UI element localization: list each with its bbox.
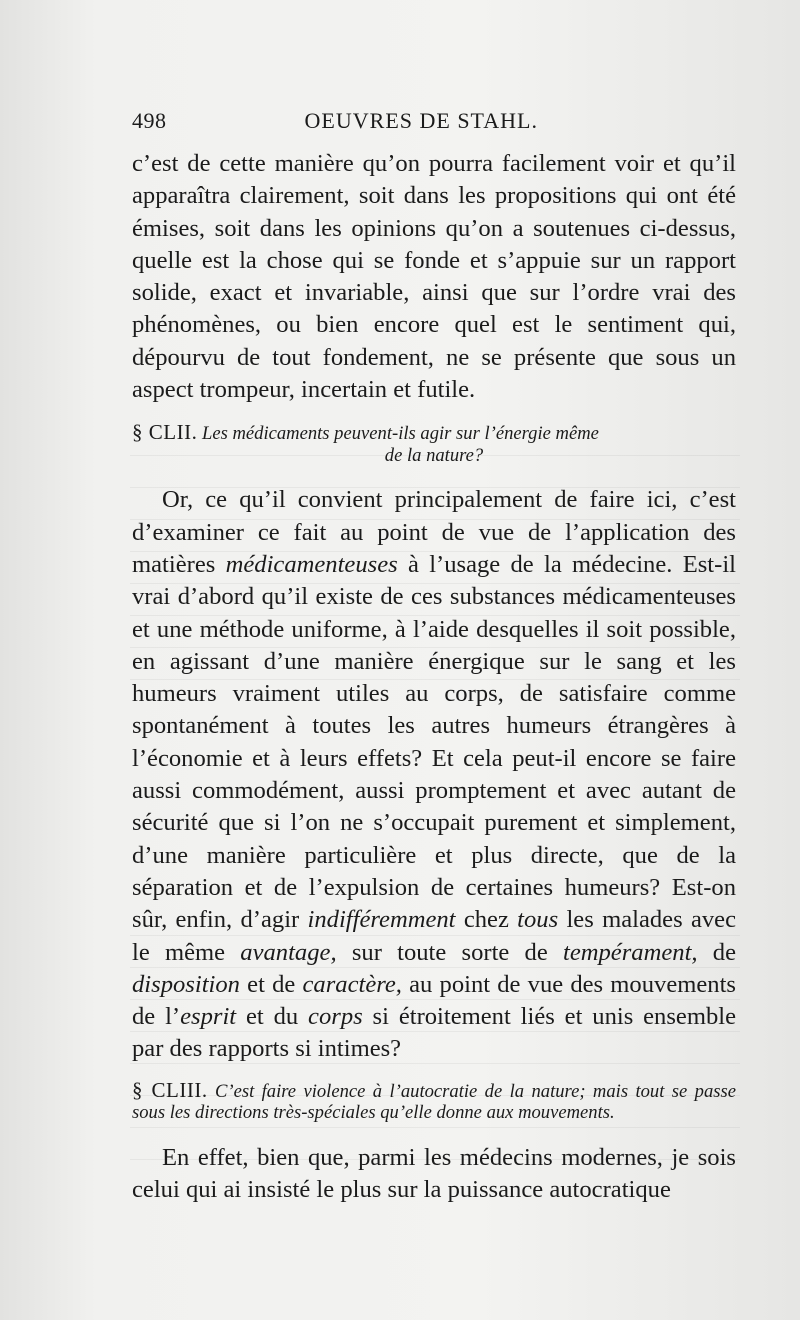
section-title-text: C’est faire violence à l’autocratie de la nature; mais tout se passe sous les directions très-spéciales qu’elle donne aux mouvements. <box>132 1080 736 1124</box>
text-run: Or, ce qu’il convient principalement de faire ici, c’est d’examiner ce fait au point de vue de l’application des matières <box>132 486 736 578</box>
italic-run: esprit <box>180 1003 237 1031</box>
paragraph-clii <box>132 484 736 1065</box>
running-head <box>132 108 736 146</box>
text-run: les malades avec le même <box>132 906 737 966</box>
italic-run: disposition <box>132 970 240 998</box>
section-heading-clii <box>132 422 736 466</box>
text-block <box>132 108 736 1206</box>
running-title: OEUVRES DE STAHL. <box>304 108 538 133</box>
text-run: si étroitement liés et unis ensemble par des rapports si intimes? <box>132 1003 737 1063</box>
text-run: et du <box>236 1003 309 1031</box>
text-run: au point de vue des mouvements de l’ <box>132 970 736 1031</box>
italic-run: corps <box>308 1003 363 1031</box>
text-run: à l’usage de la médecine. Est-il vrai d’abord qu’il existe de ces substances médicamenteuses et une méthode uniforme, à l’aide desquelles il soit possible, en agissant d’une manière énergique sur le sang et les humeurs vraiment utiles au corps, de satisfaire comme spontanément à toutes les autres humeurs étrangères à l’économie et à leurs effets? Et cela peut-il encore se faire aussi commodément, aussi promptement et avec autant de sécurité que si l’on ne s’occupait purement et simplement, d’une manière particulière et plus directe, que de la séparation et de l’expulsion de certaines humeurs? Est-on sûr, enfin, d’agir <box>132 550 736 934</box>
page-number: 498 <box>132 108 167 133</box>
section-title-line: Les médicaments peuvent-ils agir sur l’énergie même <box>201 423 599 445</box>
italic-run: avantage, <box>240 938 337 966</box>
italic-run: indifféremment <box>307 906 456 934</box>
italic-run: tempérament, <box>563 938 698 966</box>
text-run: chez <box>455 906 518 934</box>
section-number: § CLIII. <box>132 1077 208 1102</box>
section-heading-cliii <box>132 1077 736 1124</box>
section-title-line: de la nature? <box>384 444 484 466</box>
italic-run: tous <box>517 906 559 934</box>
section-number: § CLII. <box>132 420 198 445</box>
italic-run: médicamenteuses <box>225 550 398 578</box>
paragraph-intro: c’est de cette manière qu’on pourra facilement voir et qu’il apparaîtra clairement, soit dans les propositions qui ont été émises, soit dans les opinions qu’on a soutenues ci-dessus, quelle est la chose qui se fonde et s’appuie sur un rapport solide, exact et invariable, ainsi que sur l’ordre vrai des phénomènes, ou bien encore quel est le sentiment qui, dépourvu de tout fondement, ne se présente que sous un aspect trompeur, incertain et futile. <box>132 150 736 404</box>
text-run: de <box>697 938 736 966</box>
italic-run: caractère, <box>302 970 402 998</box>
paragraph-cliii: En effet, bien que, parmi les médecins modernes, je sois celui qui ai insisté le plus sur la puissance autocratique <box>132 1143 736 1204</box>
text-run: sur toute sorte de <box>336 938 563 966</box>
text-run: et de <box>239 970 303 998</box>
